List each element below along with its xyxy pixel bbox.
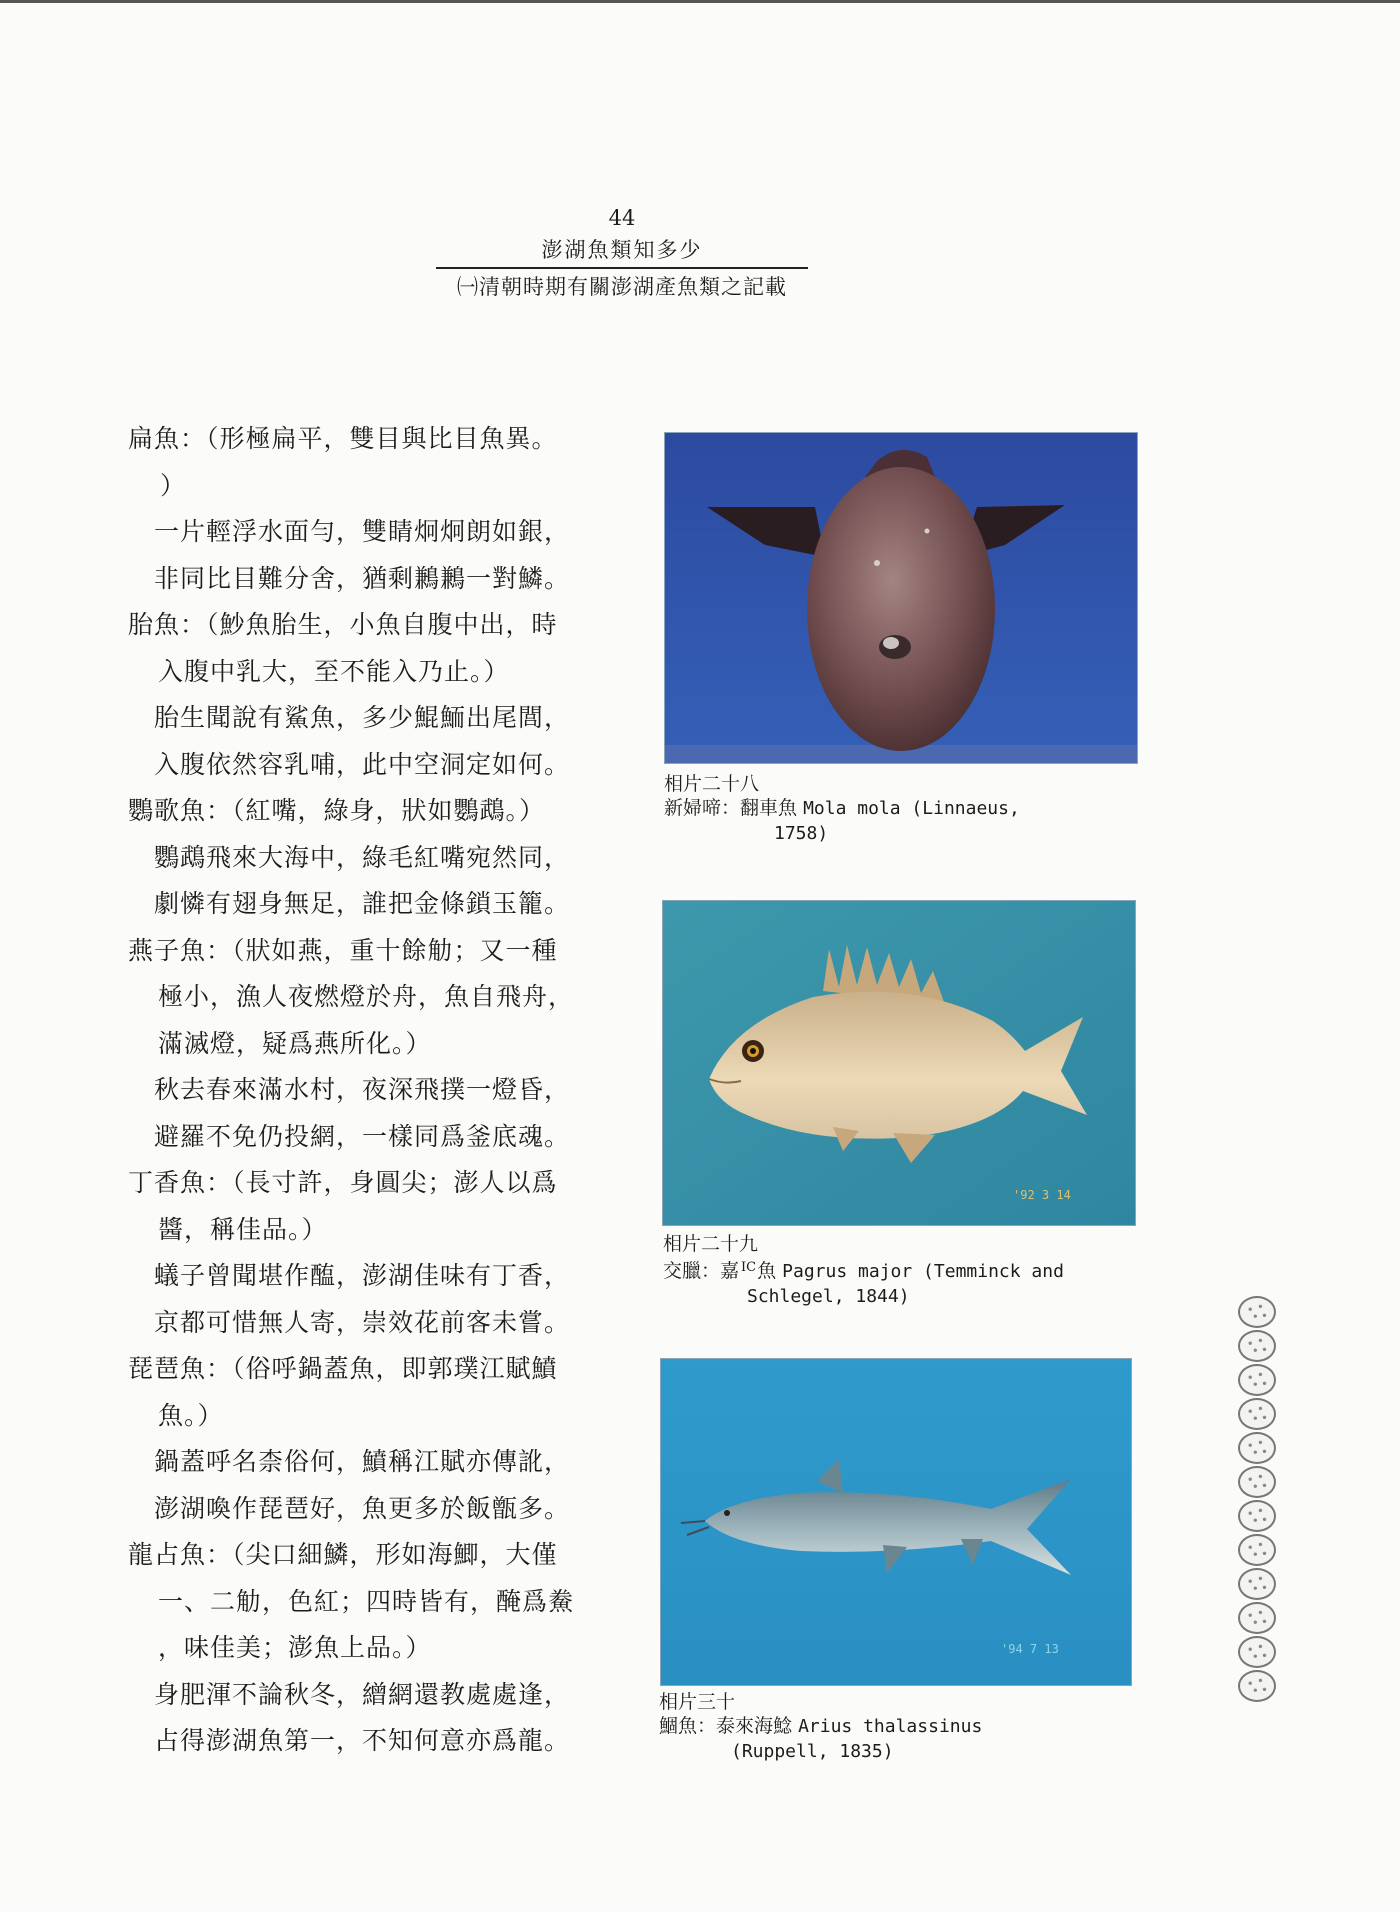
- poem-verse-line: 非同比目難分舍，猶剩鶼鶼一對鱗。: [154, 563, 571, 593]
- poem-verse-line: 避羅不免仍投網，一樣同爲釜底魂。: [154, 1121, 571, 1151]
- fish-entry-heading: 胎魚：（魦魚胎生，小魚自腹中出，時: [128, 610, 558, 639]
- header-divider: [436, 267, 808, 269]
- fish-entry-heading: 琵琶魚：（俗呼鍋蓋魚，即郭璞江賦鱝: [128, 1354, 558, 1383]
- photo-29-name-zh-sup: IC: [741, 1260, 757, 1275]
- photo-sea-catfish: [660, 1358, 1132, 1686]
- photo-ocean-sunfish: [664, 432, 1138, 764]
- ornament-icon: [1238, 1500, 1276, 1532]
- photo-30-label: 相片三十: [659, 1691, 736, 1713]
- ornament-icon: [1238, 1602, 1276, 1634]
- poem-verse-line: 入腹依然容乳哺，此中空洞定如何。: [154, 749, 571, 779]
- ornament-icon: [1238, 1534, 1276, 1566]
- annotation-line: 滿滅燈，疑爲燕所化。）: [158, 1028, 432, 1058]
- ornament-icon: [1238, 1636, 1276, 1668]
- page-header: [436, 204, 808, 301]
- photo-28-caption: [664, 772, 1020, 846]
- photo-28-author-year: 1758): [774, 823, 829, 844]
- ornament-icon: [1238, 1330, 1276, 1362]
- photo-29-name-zh-b: 魚: [757, 1260, 777, 1282]
- ornament-icon: [1238, 1432, 1276, 1464]
- ornament-icon: [1238, 1568, 1276, 1600]
- poem-verse-line: 秋去春來滿水村，夜深飛撲一燈昏，: [154, 1075, 571, 1104]
- poem-verse-line: 鸚鵡飛來大海中，綠毛紅嘴宛然同，: [154, 842, 571, 872]
- page-number: 44: [608, 206, 636, 230]
- book-title: 澎湖魚類知多少: [541, 238, 703, 262]
- poem-verse-line: 劇憐有翅身無足，誰把金條鎖玉籠。: [154, 889, 571, 918]
- ornament-icon: [1238, 1296, 1276, 1328]
- poem-verse-line: 胎生聞說有鯊魚，多少鯤鮞出尾閭，: [154, 703, 571, 732]
- chapter-title: ㈠清朝時期有關澎湖產魚類之記載: [457, 275, 787, 299]
- photo-red-seabream: [662, 900, 1136, 1226]
- annotation-line: 入腹中乳大，至不能入乃止。）: [158, 656, 510, 686]
- fish-entry-heading: 龍占魚：（尖口細鱗，形如海鯽，大僅: [128, 1540, 558, 1569]
- photo-28-name-zh: 新婦啼：翻車魚: [664, 797, 798, 819]
- fish-entry-heading: 鸚歌魚：（紅嘴，綠身，狀如鸚鵡。）: [128, 796, 546, 825]
- photo-29-name-zh-a: 交臘：嘉: [663, 1260, 740, 1282]
- ornament-icon: [1238, 1398, 1276, 1430]
- fish-entry-heading: 燕子魚：（狀如燕，重十餘觔；又一種: [128, 935, 558, 965]
- photo-28-label: 相片二十八: [664, 773, 760, 795]
- annotation-line: 極小，漁人夜燃燈於舟，魚自飛舟，: [158, 982, 575, 1011]
- decorative-side-strip: [1238, 1296, 1278, 1704]
- poem-verse-line: 澎湖喚作琵琶好，魚更多於飯甑多。: [154, 1493, 571, 1523]
- photo-29-label: 相片二十九: [663, 1233, 759, 1255]
- poem-verse-line: 京都可惜無人寄，崇效花前客未嘗。: [154, 1307, 571, 1337]
- poem-verse-line: 身肥渾不論秋冬，繒網還教處處逢，: [154, 1679, 571, 1709]
- photo-30-caption: [659, 1690, 982, 1764]
- photo-29-caption: [663, 1232, 1064, 1309]
- ornament-icon: [1238, 1364, 1276, 1396]
- poem-verse-line: 占得澎湖魚第一，不知何意亦爲龍。: [154, 1726, 571, 1755]
- annotation-line: 醬，稱佳品。）: [158, 1214, 328, 1244]
- photo-30-author-year: (Ruppell, 1835): [731, 1741, 894, 1762]
- photo-30-date-stamp: '94 7 13: [1001, 1642, 1059, 1656]
- fish-entry-heading: 丁香魚：（長寸許，身圓尖；澎人以爲: [128, 1168, 558, 1197]
- fish-entry-heading: 扁魚：（形極扁平，雙目與比目魚異。: [128, 424, 558, 453]
- photo-29-date-stamp: '92 3 14: [1013, 1188, 1071, 1202]
- photo-30-scientific-name: Arius thalassinus: [798, 1716, 983, 1737]
- photo-29-scientific-name: Pagrus major (Temminck and: [782, 1261, 1064, 1282]
- annotation-line: 一、二觔，色紅；四時皆有，醃爲鮝: [158, 1586, 575, 1616]
- photo-28-scientific-name: Mola mola (Linnaeus,: [803, 798, 1020, 819]
- ornament-icon: [1238, 1670, 1276, 1702]
- poem-verse-line: 蟻子曾聞堪作醢，澎湖佳味有丁香，: [154, 1261, 571, 1290]
- poem-text-column: [128, 416, 588, 1765]
- poem-verse-line: 一片輕浮水面勻，雙睛炯炯朗如銀，: [154, 517, 571, 546]
- photo-29-author-year: Schlegel, 1844): [747, 1286, 910, 1307]
- annotation-line: ）: [160, 470, 187, 500]
- page-top-rule: [0, 0, 1400, 3]
- ornament-icon: [1238, 1466, 1276, 1498]
- poem-verse-line: 鍋蓋呼名柰俗何，鱝稱江賦亦傳訛，: [154, 1447, 571, 1476]
- annotation-line: 魚。）: [158, 1400, 224, 1430]
- annotation-line: ，味佳美；澎魚上品。）: [158, 1633, 432, 1662]
- photo-30-name-zh: 鯝魚：泰來海鯰: [659, 1715, 793, 1737]
